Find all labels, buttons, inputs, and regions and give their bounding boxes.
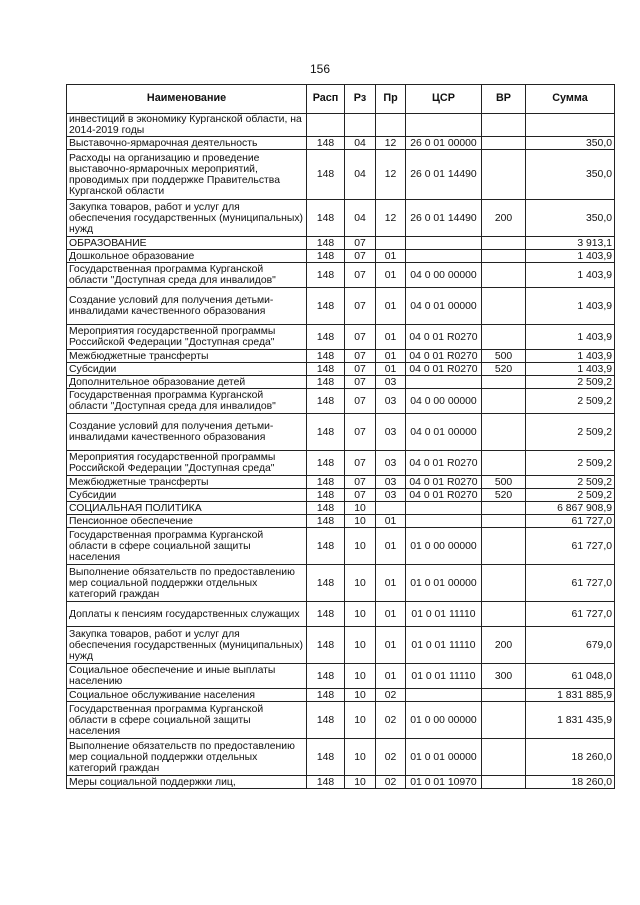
cell-sum: 61 727,0 xyxy=(526,565,615,602)
cell-name: Дополнительное образование детей xyxy=(67,376,307,389)
cell-pr: 12 xyxy=(376,200,406,237)
cell-pr: 01 xyxy=(376,250,406,263)
table-row xyxy=(67,150,615,200)
cell-pr: 02 xyxy=(376,702,406,739)
cell-sum: 3 913,1 xyxy=(526,237,615,250)
cell-rasp xyxy=(307,114,345,137)
cell-vr: 500 xyxy=(482,350,526,363)
cell-pr: 02 xyxy=(376,739,406,776)
table-row xyxy=(67,389,615,414)
cell-rz xyxy=(345,114,376,137)
cell-pr: 01 xyxy=(376,515,406,528)
cell-name: Государственная программа Курганской области в сфере социальной защиты населения xyxy=(67,702,307,739)
table-row xyxy=(67,515,615,528)
cell-name: Создание условий для получения детьми-инвалидами качественного образования xyxy=(67,414,307,451)
cell-sum: 61 727,0 xyxy=(526,528,615,565)
cell-vr xyxy=(482,776,526,789)
cell-name: Государственная программа Курганской области в сфере социальной защиты населения xyxy=(67,528,307,565)
cell-rasp: 148 xyxy=(307,376,345,389)
cell-rasp: 148 xyxy=(307,664,345,689)
cell-rz: 07 xyxy=(345,414,376,451)
cell-rz: 07 xyxy=(345,288,376,325)
cell-vr xyxy=(482,325,526,350)
cell-rz: 04 xyxy=(345,150,376,200)
cell-csr xyxy=(406,502,482,515)
header-pr: Пр xyxy=(376,85,406,114)
cell-rz: 07 xyxy=(345,476,376,489)
cell-rasp: 148 xyxy=(307,250,345,263)
cell-csr: 04 0 01 00000 xyxy=(406,414,482,451)
budget-table xyxy=(66,84,615,789)
cell-name: Расходы на организацию и проведение выставочно-ярмарочных мероприятий, проводимых при поддержке Правительства Курганской области xyxy=(67,150,307,200)
cell-rz: 10 xyxy=(345,528,376,565)
cell-rz: 07 xyxy=(345,350,376,363)
cell-sum: 2 509,2 xyxy=(526,414,615,451)
table-row xyxy=(67,689,615,702)
cell-rz: 07 xyxy=(345,389,376,414)
cell-pr: 02 xyxy=(376,689,406,702)
cell-vr xyxy=(482,515,526,528)
cell-vr xyxy=(482,376,526,389)
cell-csr: 01 0 00 00000 xyxy=(406,702,482,739)
cell-name: Меры социальной поддержки лиц, xyxy=(67,776,307,789)
cell-pr: 02 xyxy=(376,776,406,789)
cell-rz: 10 xyxy=(345,515,376,528)
cell-vr: 520 xyxy=(482,363,526,376)
cell-name: Государственная программа Курганской области "Доступная среда для инвалидов" xyxy=(67,263,307,288)
cell-sum: 61 048,0 xyxy=(526,664,615,689)
cell-rz: 07 xyxy=(345,376,376,389)
cell-name: Мероприятия государственной программы Российской Федерации "Доступная среда" xyxy=(67,325,307,350)
table-row xyxy=(67,288,615,325)
table-row xyxy=(67,739,615,776)
cell-rasp: 148 xyxy=(307,689,345,702)
cell-csr: 04 0 00 00000 xyxy=(406,389,482,414)
cell-rasp: 148 xyxy=(307,350,345,363)
cell-pr: 01 xyxy=(376,363,406,376)
cell-pr: 01 xyxy=(376,263,406,288)
cell-pr: 03 xyxy=(376,376,406,389)
cell-vr xyxy=(482,414,526,451)
cell-rasp: 148 xyxy=(307,627,345,664)
cell-rasp: 148 xyxy=(307,150,345,200)
cell-pr: 01 xyxy=(376,602,406,627)
cell-rasp: 148 xyxy=(307,502,345,515)
cell-pr xyxy=(376,502,406,515)
cell-vr xyxy=(482,451,526,476)
cell-pr: 12 xyxy=(376,137,406,150)
cell-rz: 07 xyxy=(345,489,376,502)
cell-name: Субсидии xyxy=(67,489,307,502)
cell-rz: 07 xyxy=(345,263,376,288)
table-body xyxy=(67,114,615,789)
cell-rz: 07 xyxy=(345,237,376,250)
table-row xyxy=(67,702,615,739)
cell-rasp: 148 xyxy=(307,702,345,739)
cell-sum: 2 509,2 xyxy=(526,451,615,476)
cell-sum: 1 403,9 xyxy=(526,263,615,288)
table-row xyxy=(67,350,615,363)
table-row xyxy=(67,476,615,489)
cell-csr: 01 0 01 00000 xyxy=(406,739,482,776)
cell-rasp: 148 xyxy=(307,565,345,602)
header-rz: Рз xyxy=(345,85,376,114)
cell-pr: 03 xyxy=(376,389,406,414)
cell-name: Выставочно-ярмарочная деятельность xyxy=(67,137,307,150)
cell-name: инвестиций в экономику Курганской области, на 2014-2019 годы xyxy=(67,114,307,137)
cell-rz: 07 xyxy=(345,325,376,350)
cell-rasp: 148 xyxy=(307,528,345,565)
cell-rasp: 148 xyxy=(307,451,345,476)
cell-pr: 01 xyxy=(376,288,406,325)
cell-rz: 07 xyxy=(345,363,376,376)
cell-sum: 18 260,0 xyxy=(526,776,615,789)
cell-rz: 04 xyxy=(345,200,376,237)
cell-csr: 26 0 01 00000 xyxy=(406,137,482,150)
cell-rasp: 148 xyxy=(307,263,345,288)
cell-rasp: 148 xyxy=(307,739,345,776)
cell-sum: 1 403,9 xyxy=(526,363,615,376)
cell-vr: 520 xyxy=(482,489,526,502)
cell-name: Создание условий для получения детьми-инвалидами качественного образования xyxy=(67,288,307,325)
cell-name: Выполнение обязательств по предоставлению мер социальной поддержки отдельных категорий граждан xyxy=(67,739,307,776)
table-row xyxy=(67,263,615,288)
cell-vr xyxy=(482,389,526,414)
cell-name: Выполнение обязательств по предоставлению мер социальной поддержки отдельных категорий граждан xyxy=(67,565,307,602)
cell-rz: 10 xyxy=(345,502,376,515)
table-row xyxy=(67,502,615,515)
cell-name: Социальное обеспечение и иные выплаты населению xyxy=(67,664,307,689)
cell-sum: 2 509,2 xyxy=(526,489,615,502)
cell-rasp: 148 xyxy=(307,414,345,451)
cell-name: Субсидии xyxy=(67,363,307,376)
cell-name: СОЦИАЛЬНАЯ ПОЛИТИКА xyxy=(67,502,307,515)
cell-sum: 350,0 xyxy=(526,150,615,200)
table-row xyxy=(67,114,615,137)
cell-vr xyxy=(482,150,526,200)
cell-vr: 200 xyxy=(482,200,526,237)
cell-vr xyxy=(482,288,526,325)
cell-rz: 10 xyxy=(345,702,376,739)
table-row xyxy=(67,627,615,664)
cell-rasp: 148 xyxy=(307,776,345,789)
cell-vr xyxy=(482,602,526,627)
table-row xyxy=(67,237,615,250)
cell-csr: 04 0 01 R0270 xyxy=(406,325,482,350)
cell-sum: 6 867 908,9 xyxy=(526,502,615,515)
cell-sum: 1 831 885,9 xyxy=(526,689,615,702)
cell-name: Межбюджетные трансферты xyxy=(67,350,307,363)
cell-name: Дошкольное образование xyxy=(67,250,307,263)
table-row xyxy=(67,565,615,602)
cell-vr xyxy=(482,250,526,263)
cell-pr: 12 xyxy=(376,150,406,200)
table-row xyxy=(67,363,615,376)
table-row xyxy=(67,664,615,689)
cell-rasp: 148 xyxy=(307,325,345,350)
cell-rz: 07 xyxy=(345,250,376,263)
cell-rasp: 148 xyxy=(307,237,345,250)
table-row xyxy=(67,200,615,237)
cell-csr: 01 0 01 11110 xyxy=(406,602,482,627)
cell-csr xyxy=(406,237,482,250)
cell-name: ОБРАЗОВАНИЕ xyxy=(67,237,307,250)
cell-sum: 350,0 xyxy=(526,137,615,150)
cell-csr: 04 0 01 R0270 xyxy=(406,451,482,476)
cell-csr xyxy=(406,515,482,528)
cell-rasp: 148 xyxy=(307,137,345,150)
cell-vr xyxy=(482,137,526,150)
cell-name: Мероприятия государственной программы Российской Федерации "Доступная среда" xyxy=(67,451,307,476)
cell-vr xyxy=(482,739,526,776)
page-number: 156 xyxy=(309,62,331,76)
cell-rasp: 148 xyxy=(307,288,345,325)
cell-csr: 01 0 01 11110 xyxy=(406,627,482,664)
cell-sum: 1 403,9 xyxy=(526,325,615,350)
cell-vr: 200 xyxy=(482,627,526,664)
cell-name: Социальное обслуживание населения xyxy=(67,689,307,702)
cell-rz: 10 xyxy=(345,776,376,789)
cell-pr: 03 xyxy=(376,476,406,489)
header-name: Наименование xyxy=(67,85,307,114)
cell-rz: 10 xyxy=(345,627,376,664)
cell-vr xyxy=(482,237,526,250)
cell-rasp: 148 xyxy=(307,489,345,502)
cell-vr xyxy=(482,702,526,739)
cell-rasp: 148 xyxy=(307,200,345,237)
table-row xyxy=(67,414,615,451)
cell-pr: 01 xyxy=(376,565,406,602)
cell-csr: 01 0 01 00000 xyxy=(406,565,482,602)
table-row xyxy=(67,528,615,565)
cell-pr xyxy=(376,114,406,137)
table-row xyxy=(67,489,615,502)
cell-rz: 10 xyxy=(345,689,376,702)
cell-pr: 01 xyxy=(376,664,406,689)
cell-csr: 04 0 01 R0270 xyxy=(406,350,482,363)
cell-csr: 26 0 01 14490 xyxy=(406,150,482,200)
cell-pr: 01 xyxy=(376,627,406,664)
cell-vr xyxy=(482,528,526,565)
cell-csr xyxy=(406,376,482,389)
cell-rz: 07 xyxy=(345,451,376,476)
cell-sum: 1 403,9 xyxy=(526,250,615,263)
cell-sum xyxy=(526,114,615,137)
cell-rasp: 148 xyxy=(307,389,345,414)
table-row xyxy=(67,602,615,627)
cell-rasp: 148 xyxy=(307,476,345,489)
cell-vr: 300 xyxy=(482,664,526,689)
cell-pr: 03 xyxy=(376,489,406,502)
cell-name: Государственная программа Курганской области "Доступная среда для инвалидов" xyxy=(67,389,307,414)
cell-rasp: 148 xyxy=(307,363,345,376)
header-csr: ЦСР xyxy=(406,85,482,114)
table-header-row xyxy=(67,85,615,114)
cell-vr: 500 xyxy=(482,476,526,489)
cell-vr xyxy=(482,502,526,515)
cell-rz: 10 xyxy=(345,602,376,627)
cell-rz: 10 xyxy=(345,739,376,776)
cell-csr: 01 0 01 11110 xyxy=(406,664,482,689)
cell-sum: 350,0 xyxy=(526,200,615,237)
cell-pr: 01 xyxy=(376,528,406,565)
cell-sum: 679,0 xyxy=(526,627,615,664)
cell-sum: 2 509,2 xyxy=(526,376,615,389)
cell-csr xyxy=(406,689,482,702)
cell-csr: 04 0 01 R0270 xyxy=(406,476,482,489)
cell-csr xyxy=(406,250,482,263)
cell-sum: 61 727,0 xyxy=(526,602,615,627)
table-row xyxy=(67,376,615,389)
cell-vr xyxy=(482,114,526,137)
cell-sum: 2 509,2 xyxy=(526,389,615,414)
cell-sum: 1 831 435,9 xyxy=(526,702,615,739)
table-row xyxy=(67,776,615,789)
header-rasp: Расп xyxy=(307,85,345,114)
cell-pr: 03 xyxy=(376,451,406,476)
cell-rz: 10 xyxy=(345,565,376,602)
table-row xyxy=(67,250,615,263)
cell-sum: 1 403,9 xyxy=(526,350,615,363)
cell-csr: 04 0 01 R0270 xyxy=(406,363,482,376)
table-row xyxy=(67,325,615,350)
cell-csr xyxy=(406,114,482,137)
cell-csr: 26 0 01 14490 xyxy=(406,200,482,237)
cell-csr: 04 0 01 R0270 xyxy=(406,489,482,502)
cell-rasp: 148 xyxy=(307,602,345,627)
table-row xyxy=(67,137,615,150)
cell-sum: 18 260,0 xyxy=(526,739,615,776)
header-vr: ВР xyxy=(482,85,526,114)
cell-rasp: 148 xyxy=(307,515,345,528)
header-sum: Сумма xyxy=(526,85,615,114)
cell-csr: 01 0 00 00000 xyxy=(406,528,482,565)
cell-csr: 01 0 01 10970 xyxy=(406,776,482,789)
cell-sum: 2 509,2 xyxy=(526,476,615,489)
cell-sum: 1 403,9 xyxy=(526,288,615,325)
cell-vr xyxy=(482,689,526,702)
cell-csr: 04 0 01 00000 xyxy=(406,288,482,325)
cell-name: Закупка товаров, работ и услуг для обеспечения государственных (муниципальных) нужд xyxy=(67,200,307,237)
cell-pr: 03 xyxy=(376,414,406,451)
cell-name: Доплаты к пенсиям государственных служащих xyxy=(67,602,307,627)
cell-name: Межбюджетные трансферты xyxy=(67,476,307,489)
cell-pr: 01 xyxy=(376,350,406,363)
cell-vr xyxy=(482,565,526,602)
cell-vr xyxy=(482,263,526,288)
cell-csr: 04 0 00 00000 xyxy=(406,263,482,288)
cell-pr: 01 xyxy=(376,325,406,350)
table-row xyxy=(67,451,615,476)
cell-pr xyxy=(376,237,406,250)
cell-rz: 10 xyxy=(345,664,376,689)
cell-sum: 61 727,0 xyxy=(526,515,615,528)
cell-rz: 04 xyxy=(345,137,376,150)
cell-name: Закупка товаров, работ и услуг для обеспечения государственных (муниципальных) нужд xyxy=(67,627,307,664)
cell-name: Пенсионное обеспечение xyxy=(67,515,307,528)
